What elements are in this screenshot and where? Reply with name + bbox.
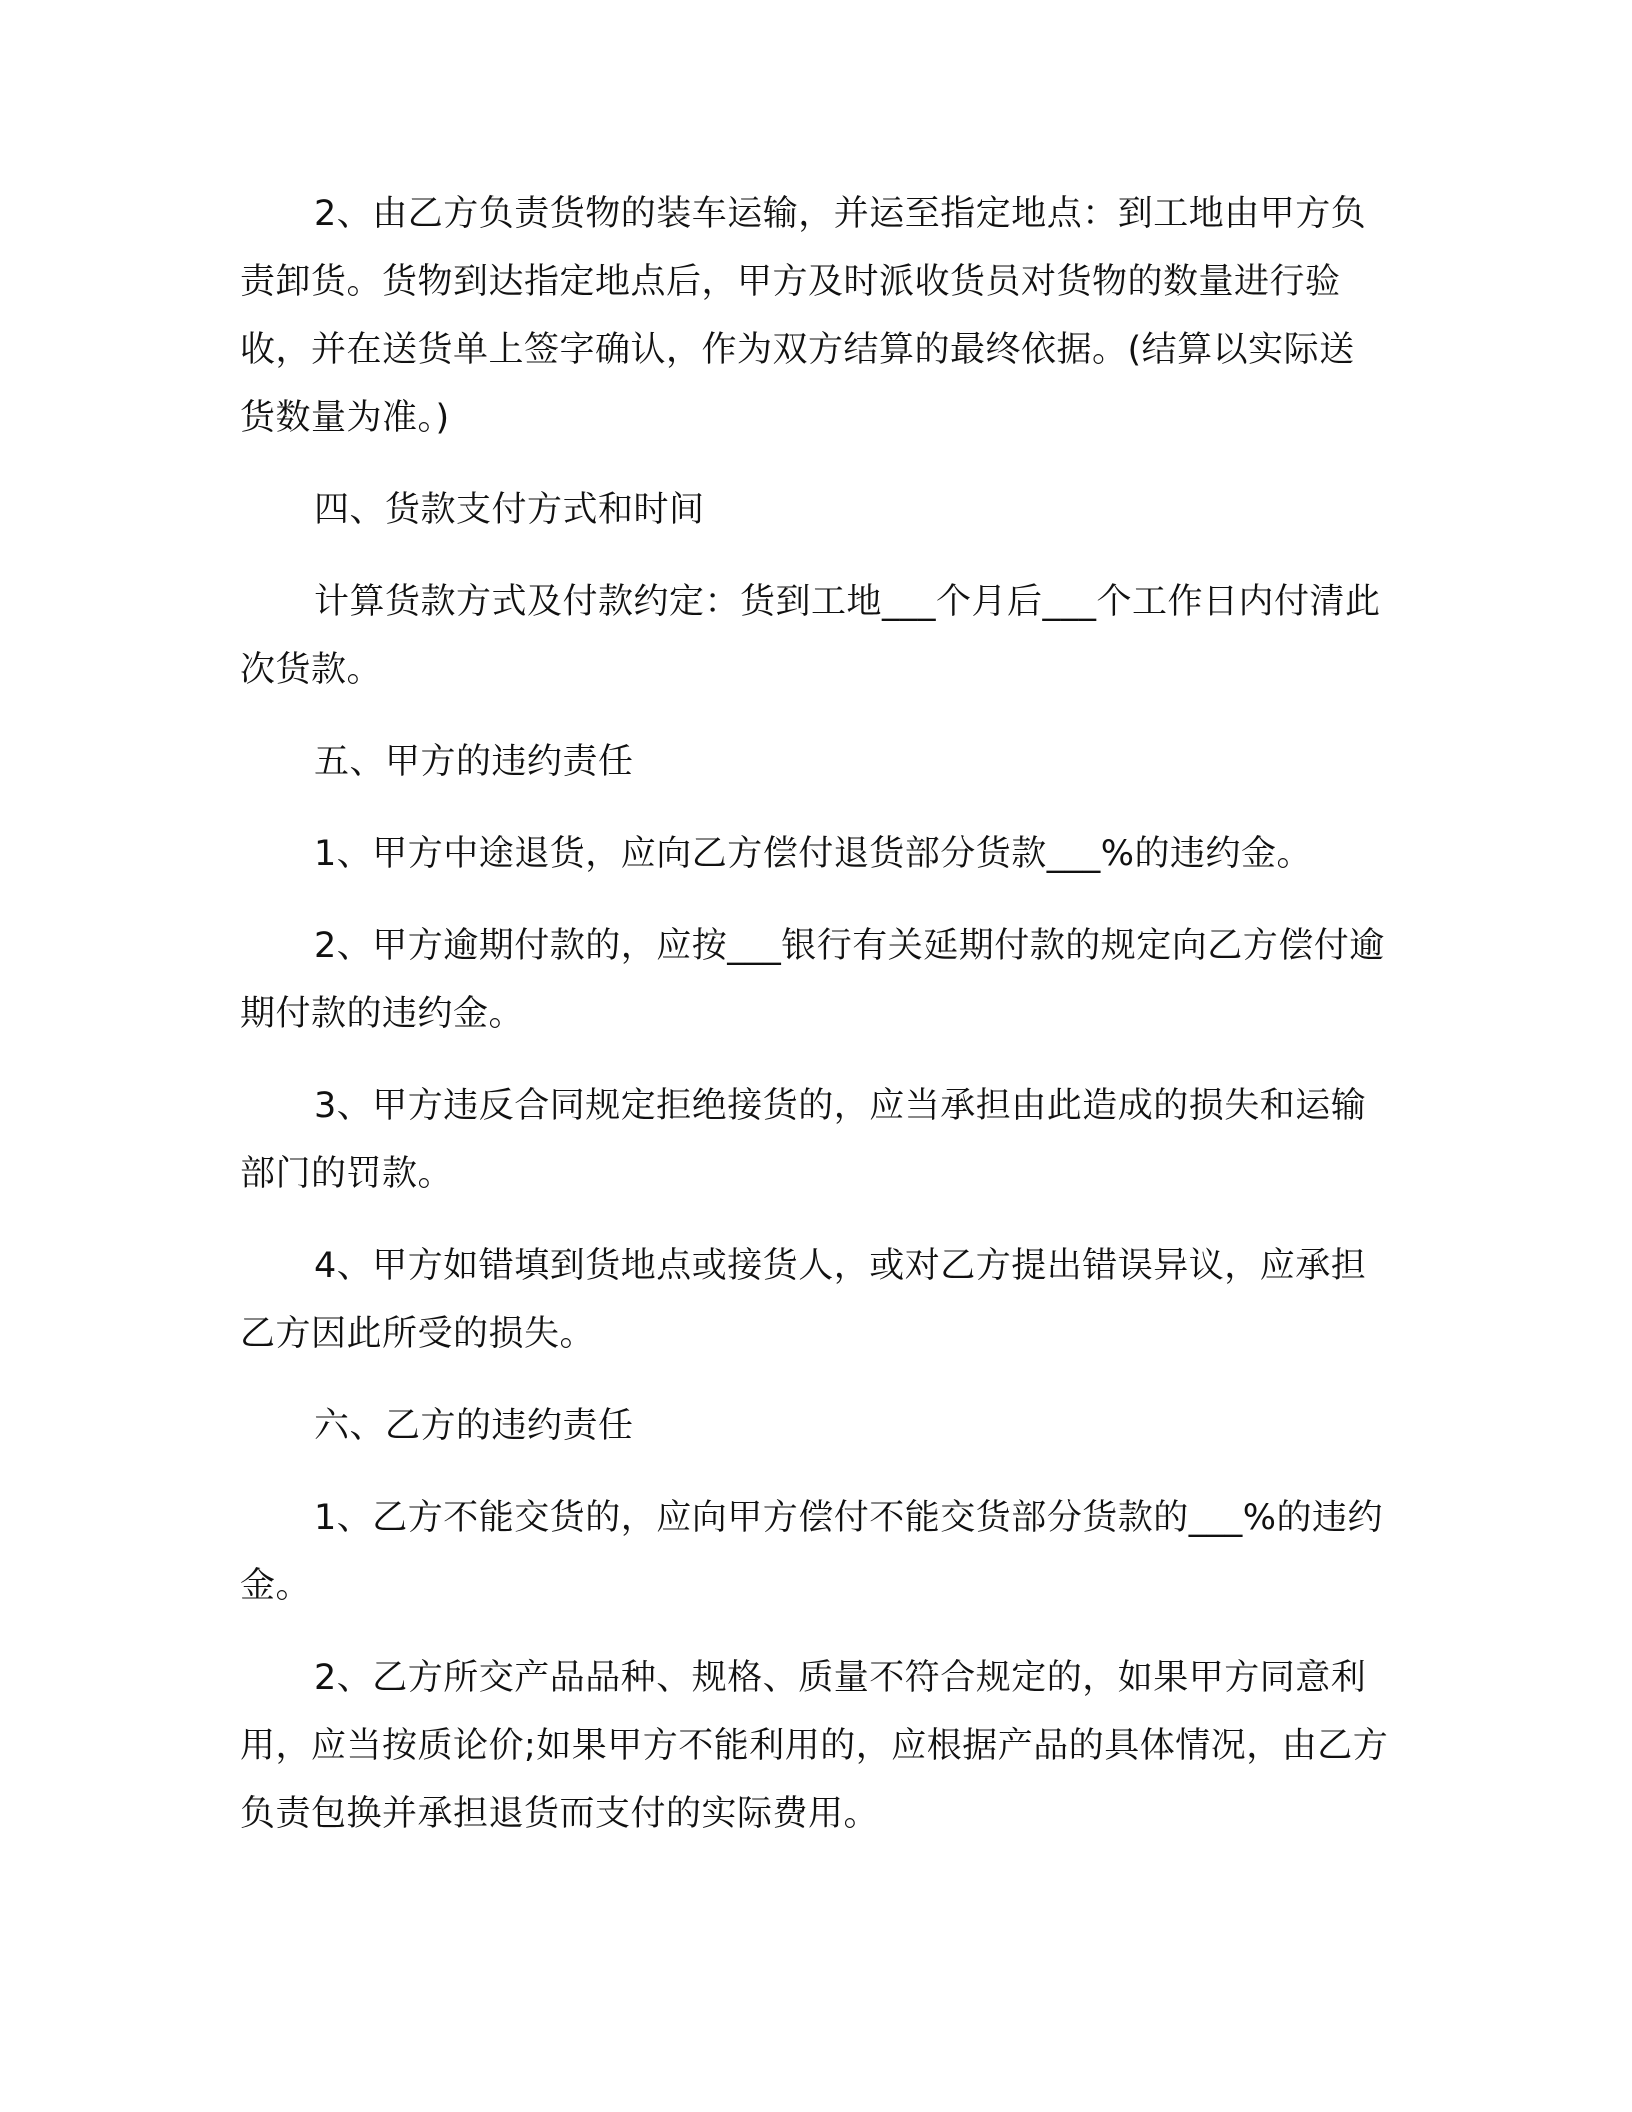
paragraph-party-b-1: 1、乙方不能交货的，应向甲方偿付不能交货部分货款的___%的违约金。: [240, 1498, 1384, 1606]
document-body: [240, 180, 1390, 1872]
paragraph-party-a-1: 1、甲方中途退货，应向乙方偿付退货部分货款___%的违约金。: [314, 834, 1313, 874]
paragraph-party-a-4: 4、甲方如错填到货地点或接货人，或对乙方提出错误异议，应承担乙方因此所受的损失。: [240, 1246, 1367, 1354]
heading-party-a-liability: 五、甲方的违约责任: [314, 742, 634, 782]
heading-party-b-liability: 六、乙方的违约责任: [314, 1406, 634, 1446]
paragraph-party-a-2: 2、甲方逾期付款的，应按___银行有关延期付款的规定向乙方偿付逾期付款的违约金。: [240, 926, 1385, 1034]
heading-payment: 四、货款支付方式和时间: [314, 490, 705, 530]
paragraph-party-b-2: 2、乙方所交产品品种、规格、质量不符合规定的，如果甲方同意利用，应当按质论价;如果甲方不能利用的，应根据产品的具体情况，由乙方负责包换并承担退货而支付的实际费用。: [240, 1658, 1389, 1834]
paragraph-loading-transport: 2、由乙方负责货物的装车运输，并运至指定地点：到工地由甲方负责卸货。货物到达指定地点后，甲方及时派收货员对货物的数量进行验收，并在送货单上签字确认，作为双方结算的最终依据。(结算以实际送货数量为准。): [240, 194, 1367, 438]
paragraph-payment-terms: 计算货款方式及付款约定：货到工地___个月后___个工作日内付清此次货款。: [240, 582, 1381, 690]
paragraph-party-a-3: 3、甲方违反合同规定拒绝接货的，应当承担由此造成的损失和运输部门的罚款。: [240, 1086, 1367, 1194]
